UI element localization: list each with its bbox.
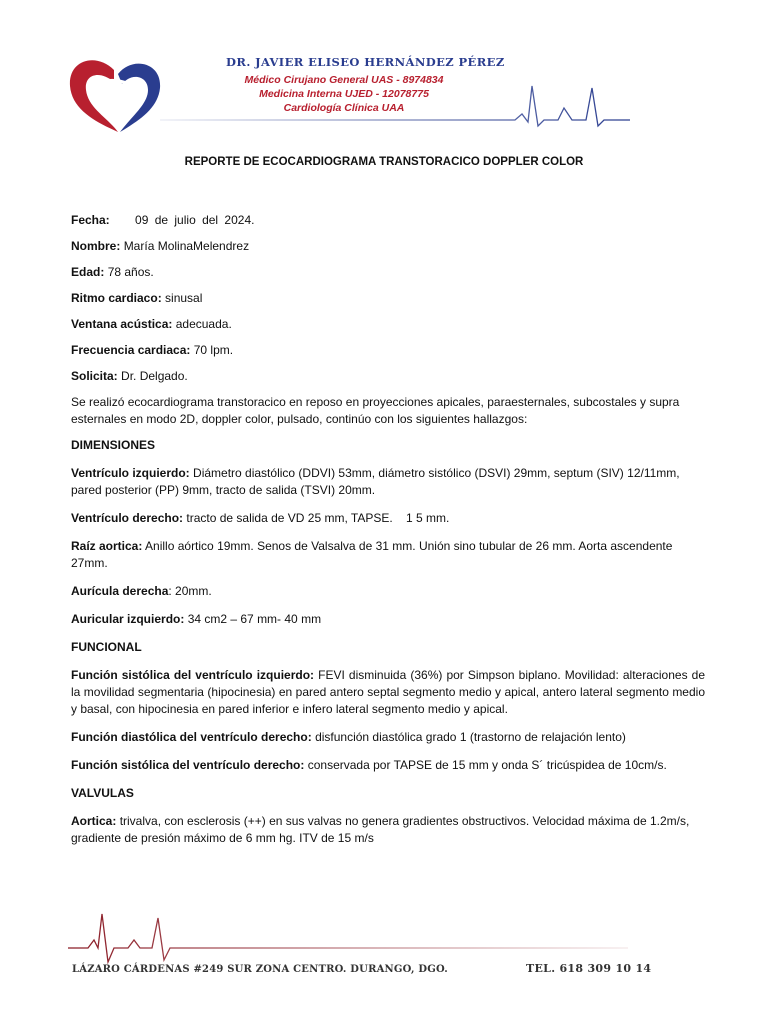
vd-paragraph — [71, 510, 705, 527]
ritmo-value: sinusal — [165, 291, 203, 305]
report-title: REPORTE DE ECOCARDIOGRAMA TRANSTORACICO DOPPLER COLOR — [184, 156, 584, 168]
intro-paragraph: Se realizó ecocardiograma transtoracico en reposo en proyecciones apicales, paraesternales, subcostales y supra esternales en modo 2D, doppler color, pulsado, continúo con los siguientes hallazgos: — [71, 395, 680, 426]
fsvi-text: FEVI disminuida (36%) por Simpson biplano. Movilidad: alteraciones de la movilidad segmentaria (hipocinesia) en pared antero septal segmento medio y apical, antero lateral segmento medio y basal, con hipocinesia en pared inferior e infero lateral segmento medio y apical. — [71, 668, 706, 716]
field-fecha — [71, 212, 705, 229]
funcional-heading: FUNCIONAL — [71, 640, 142, 654]
raiz-text: Anillo aórtico 19mm. Senos de Valsalva de 31 mm. Unión sino tubular de 26 mm. Aorta ascendente 27mm. — [71, 539, 673, 570]
field-nombre — [71, 238, 705, 255]
solicita-label: Solicita: — [71, 369, 118, 383]
nombre-value: María MolinaMelendrez — [123, 239, 250, 253]
aortica-label: Aortica: — [71, 814, 117, 828]
fsvd-label: Función sistólica del ventrículo derecho: — [71, 758, 305, 772]
nombre-label: Nombre: — [71, 239, 121, 253]
aortica-text: trivalva, con esclerosis (++) en sus valvas no genera gradientes obstructivos. Velocidad máxima de 1.2m/s, gradiente de presión máximo de 6 mm hg. ITV de 15 m/s — [71, 814, 690, 845]
valvulas-heading: VALVULAS — [71, 786, 134, 800]
field-ritmo — [71, 290, 705, 307]
fecha-value: 09 de julio del 2024. — [135, 213, 255, 227]
fsvi-label: Función sistólica del ventrículo izquierdo: — [71, 668, 315, 682]
vi-label: Ventrículo izquierdo: — [71, 466, 190, 480]
heart-logo-icon — [66, 52, 166, 134]
ad-paragraph — [71, 583, 705, 600]
credential-3: Cardiología Clínica UAA — [283, 102, 405, 114]
report-body — [71, 212, 705, 847]
raiz-paragraph — [71, 538, 705, 572]
vi-text: Diámetro diastólico (DDVI) 53mm, diámetro sistólico (DSVI) 29mm, septum (SIV) 12/11mm, pared posterior (PP) 9mm, tracto de salida (TSVI) 20mm. — [71, 466, 680, 497]
ai-text: 34 cm2 – 67 mm- 40 mm — [187, 612, 322, 626]
footer-ecg-line-icon — [68, 910, 628, 965]
frecuencia-value: 70 lpm. — [193, 343, 234, 357]
vd-label: Ventrículo derecho: — [71, 511, 184, 525]
field-edad — [71, 264, 705, 281]
credential-2: Medicina Interna UJED - 12078775 — [259, 88, 429, 100]
field-solicita — [71, 368, 705, 385]
ventana-value: adecuada. — [175, 317, 232, 331]
footer-phone: TEL. 618 309 10 14 — [526, 962, 652, 975]
fdvd-paragraph — [71, 729, 705, 746]
doctor-name: DR. JAVIER ELISEO HERNÁNDEZ PÉREZ — [226, 55, 505, 69]
footer-address: LÁZARO CÁRDENAS #249 SUR ZONA CENTRO. DURANGO, DGO. — [72, 964, 448, 975]
solicita-value: Dr. Delgado. — [121, 369, 188, 383]
fsvi-paragraph — [71, 667, 705, 718]
ai-label: Auricular izquierdo: — [71, 612, 185, 626]
fsvd-text: conservada por TAPSE de 15 mm y onda S´ tricúspidea de 10cm/s. — [307, 758, 667, 772]
dimensiones-heading: DIMENSIONES — [71, 438, 156, 452]
aortica-paragraph — [71, 813, 705, 847]
credential-1: Médico Cirujano General UAS - 8974834 — [244, 74, 444, 86]
vi-paragraph — [71, 465, 705, 499]
ad-label: Aurícula derecha — [71, 584, 169, 598]
vd-text: tracto de salida de VD 25 mm, TAPSE. 1 5 mm. — [186, 511, 450, 525]
fdvd-text: disfunción diastólica grado 1 (trastorno de relajación lento) — [315, 730, 626, 744]
ad-text: : 20mm. — [168, 584, 212, 598]
fecha-label: Fecha: — [71, 213, 110, 227]
ventana-label: Ventana acústica: — [71, 317, 173, 331]
frecuencia-label: Frecuencia cardiaca: — [71, 343, 191, 357]
ai-paragraph — [71, 611, 705, 628]
ritmo-label: Ritmo cardiaco: — [71, 291, 162, 305]
field-frecuencia — [71, 342, 705, 359]
fsvd-paragraph — [71, 757, 705, 774]
raiz-label: Raíz aortica: — [71, 539, 143, 553]
edad-label: Edad: — [71, 265, 105, 279]
fdvd-label: Función diastólica del ventrículo derecho: — [71, 730, 312, 744]
field-ventana — [71, 316, 705, 333]
edad-value: 78 años. — [107, 265, 154, 279]
